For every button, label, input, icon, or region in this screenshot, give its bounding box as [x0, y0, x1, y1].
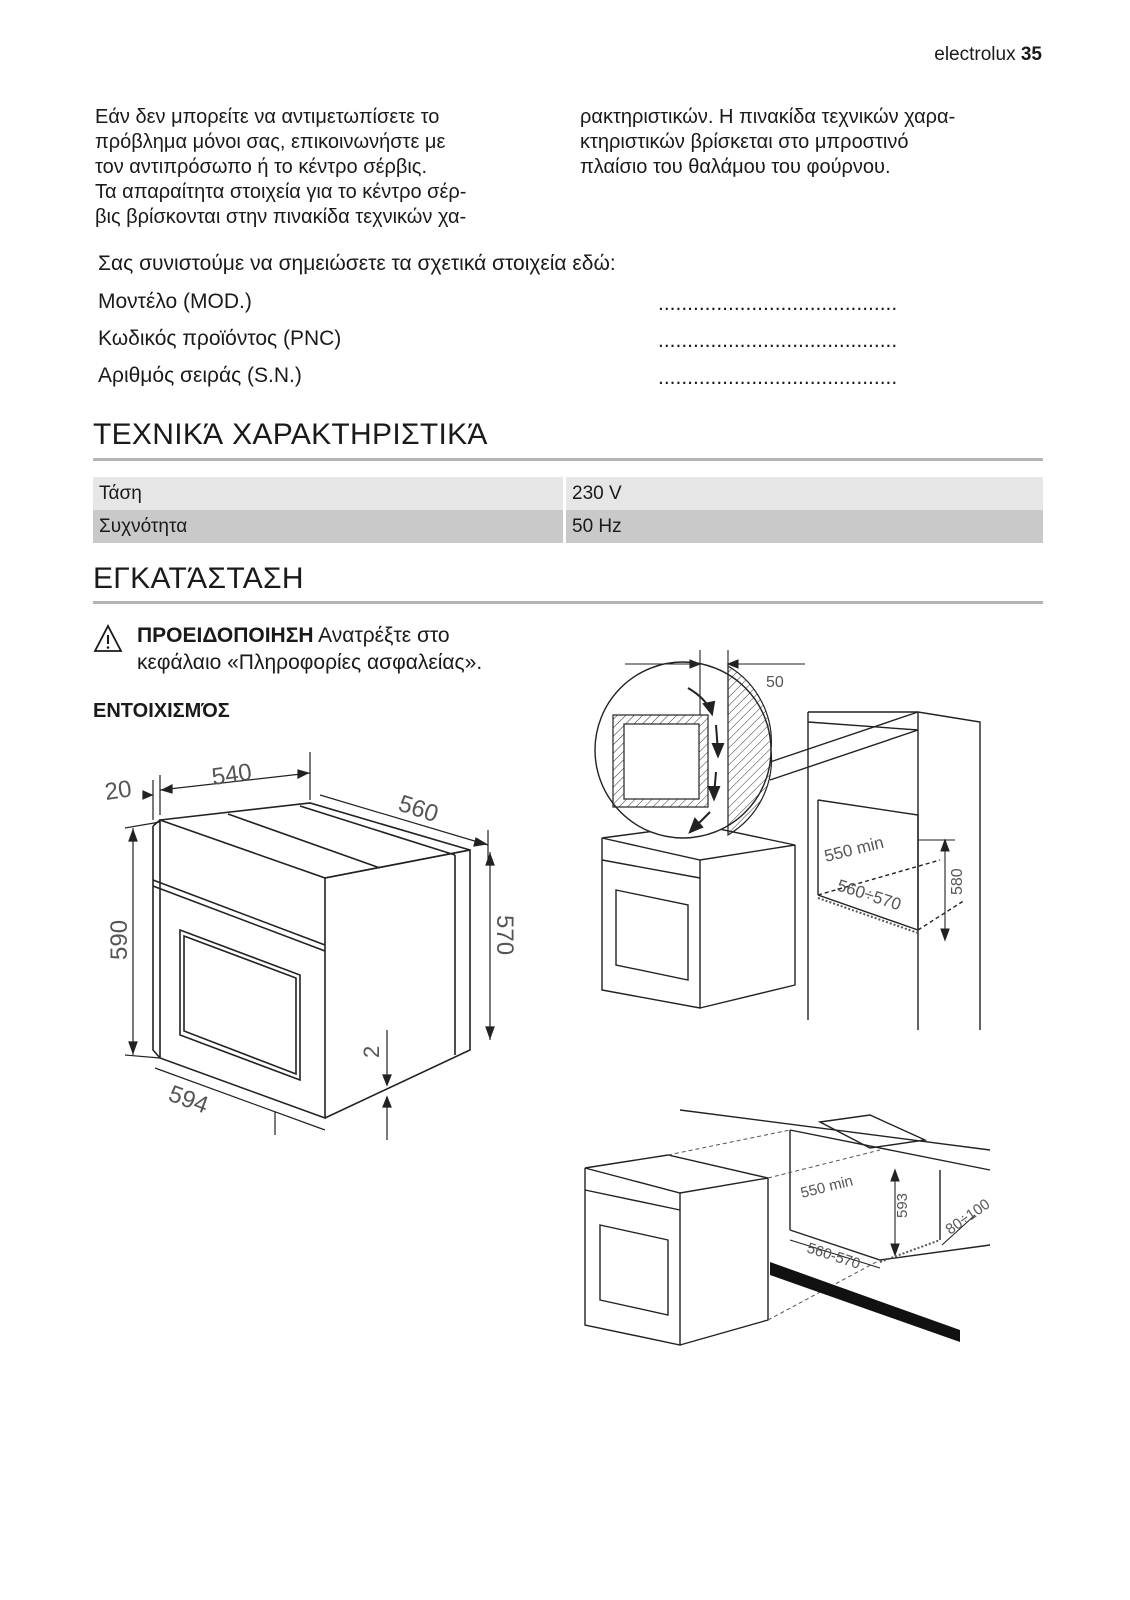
- field-model: [98, 290, 958, 327]
- field-label: Μοντέλο (MOD.): [98, 290, 252, 313]
- brand-name: electrolux: [934, 44, 1016, 65]
- spec-value: 230 V: [566, 477, 1043, 510]
- dim-20: 20: [103, 775, 134, 806]
- column-install-diagram: [590, 650, 1010, 1040]
- warning-title: ΠΡΟΕΙΔΟΠΟΙΗΣΗ: [137, 624, 314, 647]
- dim-560-570: 560-570: [804, 1239, 863, 1273]
- text-line: πρόβλημα μόνοι σας, επικοινωνήστε με: [95, 131, 446, 153]
- text-line: Τα απαραίτητα στοιχεία για το κέντρο σέρ-: [95, 181, 467, 203]
- recommendation-text: Σας συνιστούμε να σημειώσετε τα σχετικά στοιχεία εδώ:: [98, 252, 616, 275]
- field-label: Αριθμός σειράς (S.N.): [98, 364, 302, 387]
- section-divider: [93, 601, 1043, 604]
- dim-540: 540: [210, 758, 254, 791]
- dim-550-min: 550 min: [822, 832, 886, 866]
- spec-label: Τάση: [93, 477, 566, 510]
- dim-560: 560: [395, 790, 442, 829]
- dim-593: 593: [894, 1192, 911, 1218]
- warning-box: [93, 622, 563, 676]
- text-line: Εάν δεν μπορείτε να αντιμετωπίσετε το: [95, 106, 440, 128]
- text-line: κτηριστικών βρίσκεται στο μπροστινό: [580, 131, 909, 153]
- text-line: πλαίσιο του θαλάμου του φούρνου.: [580, 156, 891, 178]
- tech-specs-table: [93, 477, 1043, 543]
- field-serial-number: [98, 364, 958, 401]
- dim-580: 580: [949, 868, 966, 895]
- warning-text: Ανατρέξτε στο: [318, 624, 450, 647]
- spec-value: 50 Hz: [566, 510, 1043, 543]
- intro-left-column: [95, 105, 565, 230]
- record-fields: [98, 290, 958, 401]
- built-in-subheading: ΕΝΤΟΙΧΙΣΜΌΣ: [93, 700, 230, 722]
- text-line: τον αντιπρόσωπο ή το κέντρο σέρβις.: [95, 156, 428, 178]
- page-number: 35: [1020, 44, 1042, 65]
- installation-title: ΕΓΚΑΤΆΣΤΑΣΗ: [93, 562, 304, 595]
- field-blank: .........................................: [658, 366, 898, 389]
- tech-specs-title: ΤΕΧΝΙΚΆ ΧΑΡΑΚΤΗΡΙΣΤΙΚΆ: [93, 418, 488, 451]
- field-label: Κωδικός προϊόντος (PNC): [98, 327, 342, 350]
- dim-590: 590: [106, 919, 133, 960]
- dim-80-100: 80÷100: [942, 1195, 994, 1239]
- field-blank: .........................................: [658, 329, 898, 352]
- dim-2: 2: [359, 1045, 384, 1058]
- table-row: [93, 477, 1043, 510]
- dim-570: 570: [491, 915, 518, 956]
- table-row: [93, 510, 1043, 543]
- text-line: βις βρίσκονται στην πινακίδα τεχνικών χα-: [95, 206, 467, 228]
- intro-right-column: [580, 105, 1060, 180]
- field-blank: .........................................: [658, 292, 898, 315]
- dim-594: 594: [164, 1080, 212, 1120]
- field-product-code: [98, 327, 958, 364]
- dim-560-570: 560÷570: [834, 875, 904, 915]
- section-divider: [93, 458, 1043, 461]
- warning-text: κεφάλαιο «Πληροφορίες ασφαλείας».: [137, 651, 483, 674]
- dim-50: 50: [766, 674, 784, 691]
- oven-dimensions-diagram: [90, 745, 610, 1165]
- dim-550-min: 550 min: [798, 1172, 855, 1202]
- spec-label: Συχνότητα: [93, 510, 566, 543]
- page-header: [934, 44, 1042, 66]
- under-counter-install-diagram: [580, 1100, 1000, 1360]
- text-line: ρακτηριστικών. Η πινακίδα τεχνικών χαρα-: [580, 106, 956, 128]
- warning-icon: [93, 624, 123, 654]
